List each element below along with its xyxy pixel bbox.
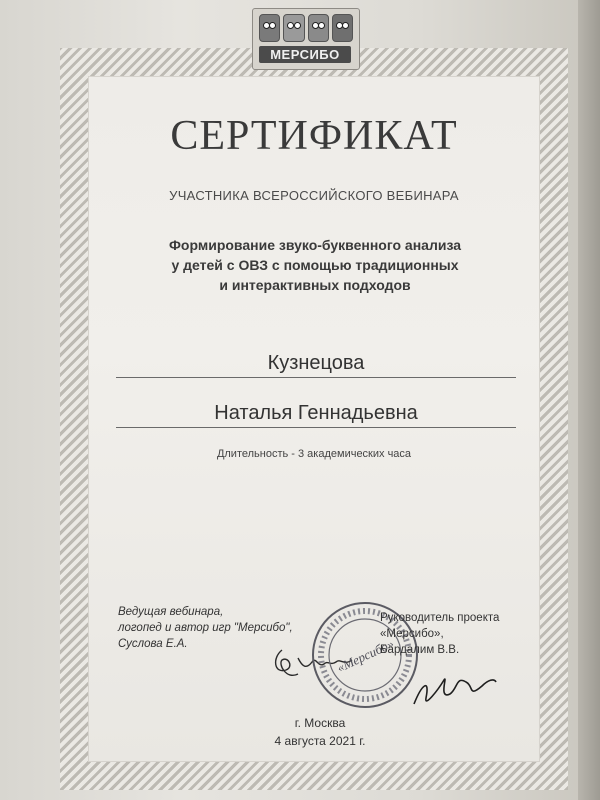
page-edge bbox=[578, 0, 600, 800]
mersibo-logo bbox=[252, 8, 360, 70]
character-face-icon bbox=[259, 14, 280, 42]
stamp-text: «Мерсибо» bbox=[334, 635, 397, 676]
logo-text: МЕРСИБО bbox=[259, 46, 351, 63]
recipient-surname: Кузнецова bbox=[116, 352, 516, 378]
certificate-title: СЕРТИФИКАТ bbox=[170, 113, 458, 159]
character-face-icon bbox=[332, 14, 353, 42]
recipient-given-names: Наталья Геннадьевна bbox=[116, 402, 516, 428]
host-line: логопед и автор игр "Мерсибо", bbox=[118, 622, 293, 634]
manager-signatory bbox=[380, 610, 540, 658]
manager-signature bbox=[408, 664, 498, 714]
date: 4 августа 2021 г. bbox=[274, 734, 366, 748]
host-line: Ведущая вебинара, bbox=[118, 606, 224, 618]
manager-line: «Мерсибо», bbox=[380, 628, 444, 640]
topic-line: Формирование звуко-буквенного анализа bbox=[168, 237, 462, 253]
logo-characters-icon bbox=[259, 14, 353, 42]
place-and-date bbox=[200, 714, 440, 750]
city: г. Москва bbox=[294, 716, 346, 730]
character-face-icon bbox=[308, 14, 329, 42]
topic-line: и интерактивных подходов bbox=[219, 277, 411, 293]
manager-line: Бардалим В.В. bbox=[380, 644, 460, 656]
certificate-subtitle: УЧАСТНИКА ВСЕРОССИЙСКОГО ВЕБИНАРА bbox=[169, 188, 459, 203]
manager-line: Руководитель проекта bbox=[380, 612, 500, 624]
host-line: Суслова Е.А. bbox=[118, 638, 188, 650]
webinar-duration: Длительность - 3 академических часа bbox=[216, 448, 412, 460]
webinar-topic bbox=[100, 235, 530, 295]
character-face-icon bbox=[283, 14, 304, 42]
topic-line: у детей с ОВЗ с помощью традиционных bbox=[171, 257, 459, 273]
